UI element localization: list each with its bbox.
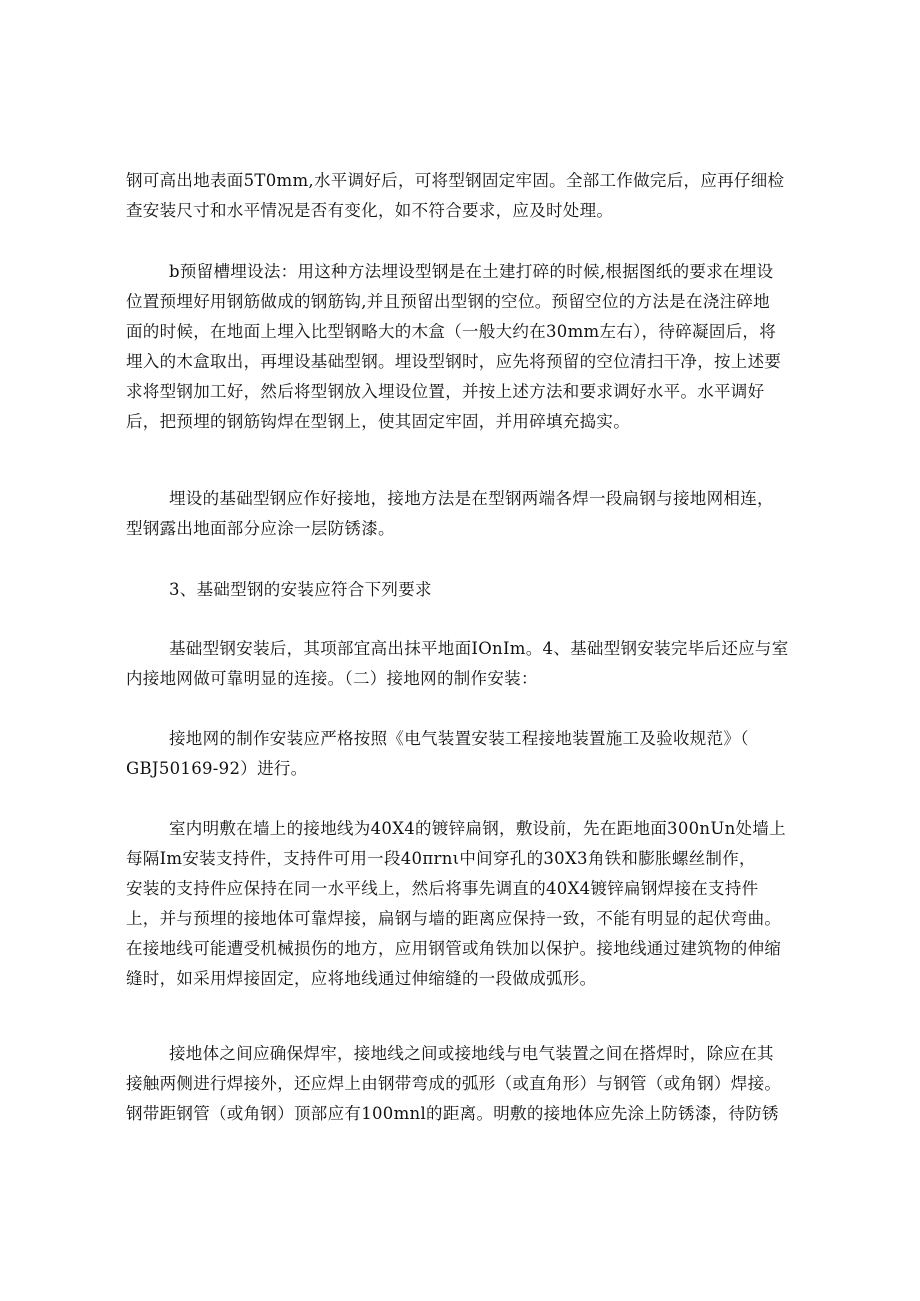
text-line: 在接地线可能遭受机械损伤的地方，应用钢管或角铁加以保护。接地线通过建筑物的伸缩: [126, 939, 782, 958]
text-line: GBJ50169-92）进行。: [126, 759, 308, 778]
text-line: 安装的支持件应保持在同一水平线上，然后将事先调直的40X4镀锌扁钢焊接在支持件: [126, 879, 759, 898]
text-line: 接触两侧进行焊接外，还应焊上由钢带弯成的弧形（或直角形）与钢管（或角钢）焊接。: [126, 1074, 782, 1093]
section-heading: [126, 575, 798, 605]
text-line: 钢带距钢管（或角钢）顶部应有100mnl的距离。明敷的接地体应先涂上防锈漆，待防锈: [126, 1104, 779, 1123]
text-line: 后，把预埋的钢筋钩焊在型钢上，使其固定牢固，并用碎填充捣实。: [126, 412, 630, 431]
text-line: 每隔Im安装支持件，支持件可用一段40πrnι中间穿孔的30X3角铁和膨胀螺丝制作，: [126, 849, 756, 868]
paragraph-7: [126, 1039, 798, 1129]
text-line: 上，并与预埋的接地体可靠焊接，扁钢与墙的距离应保持一致，不能有明显的起伏弯曲。: [126, 909, 782, 928]
paragraph-2: [126, 257, 798, 437]
text-line: 面的时候，在地面上埋入比型钢略大的木盒（一般大约在30mm左右），待碎凝固后，将: [126, 322, 777, 341]
text-line: 型钢露出地面部分应涂一层防锈漆。: [126, 519, 395, 538]
text-line: 缝时，如采用焊接固定，应将地线通过伸缩缝的一段做成弧形。: [126, 969, 597, 988]
text-line: 室内明敷在墙上的接地线为40X4的镀锌扁钢，敷设前，先在距地面300nUn处墙上: [169, 819, 786, 838]
text-line: 钢可高出地表面5T0mm,水平调好后，可将型钢固定牢固。全部工作做完后，应再仔细检: [126, 171, 785, 190]
text-line: 接地网的制作安装应严格按照《电气装置安装工程接地装置施工及验收规范》（: [169, 729, 749, 748]
text-line: 求将型钢加工好，然后将型钢放入埋设位置，并按上述方法和要求调好水平。水平调好: [126, 382, 765, 401]
text-line: 位置预埋好用钢筋做成的钢筋钩,并且预留出型钢的空位。预留空位的方法是在浇注碎地: [126, 292, 770, 311]
text-line: 内接地网做可靠明显的连接。（二）接地网的制作安装：: [126, 669, 538, 688]
text-line: 3、基础型钢的安装应符合下列要求: [169, 580, 432, 599]
text-line: 埋入的木盒取出，再埋设基础型钢。埋设型钢时，应先将预留的空位清扫干净，按上述要: [126, 352, 782, 371]
text-line: b预留槽埋设法：用这种方法埋设型钢是在土建打碎的时候,根据图纸的要求在埋设: [169, 262, 774, 281]
paragraph-1: [126, 166, 798, 226]
text-line: 埋设的基础型钢应作好接地，接地方法是在型钢两端各焊一段扁钢与接地网相连，: [169, 489, 774, 508]
text-line: 接地体之间应确保焊牢，接地线之间或接地线与电气装置之间在搭焊时，除应在其: [169, 1044, 774, 1063]
paragraph-5: [126, 724, 798, 784]
text-line: 基础型钢安装后，其项部宜高出抹平地面IOnIm。4、基础型钢安装完毕后还应与室: [169, 639, 789, 658]
paragraph-6: [126, 814, 798, 994]
text-line: 查安装尺寸和水平情况是否有变化，如不符合要求，应及时处理。: [126, 201, 614, 220]
paragraph-3: [126, 484, 798, 544]
paragraph-4: [126, 634, 798, 694]
